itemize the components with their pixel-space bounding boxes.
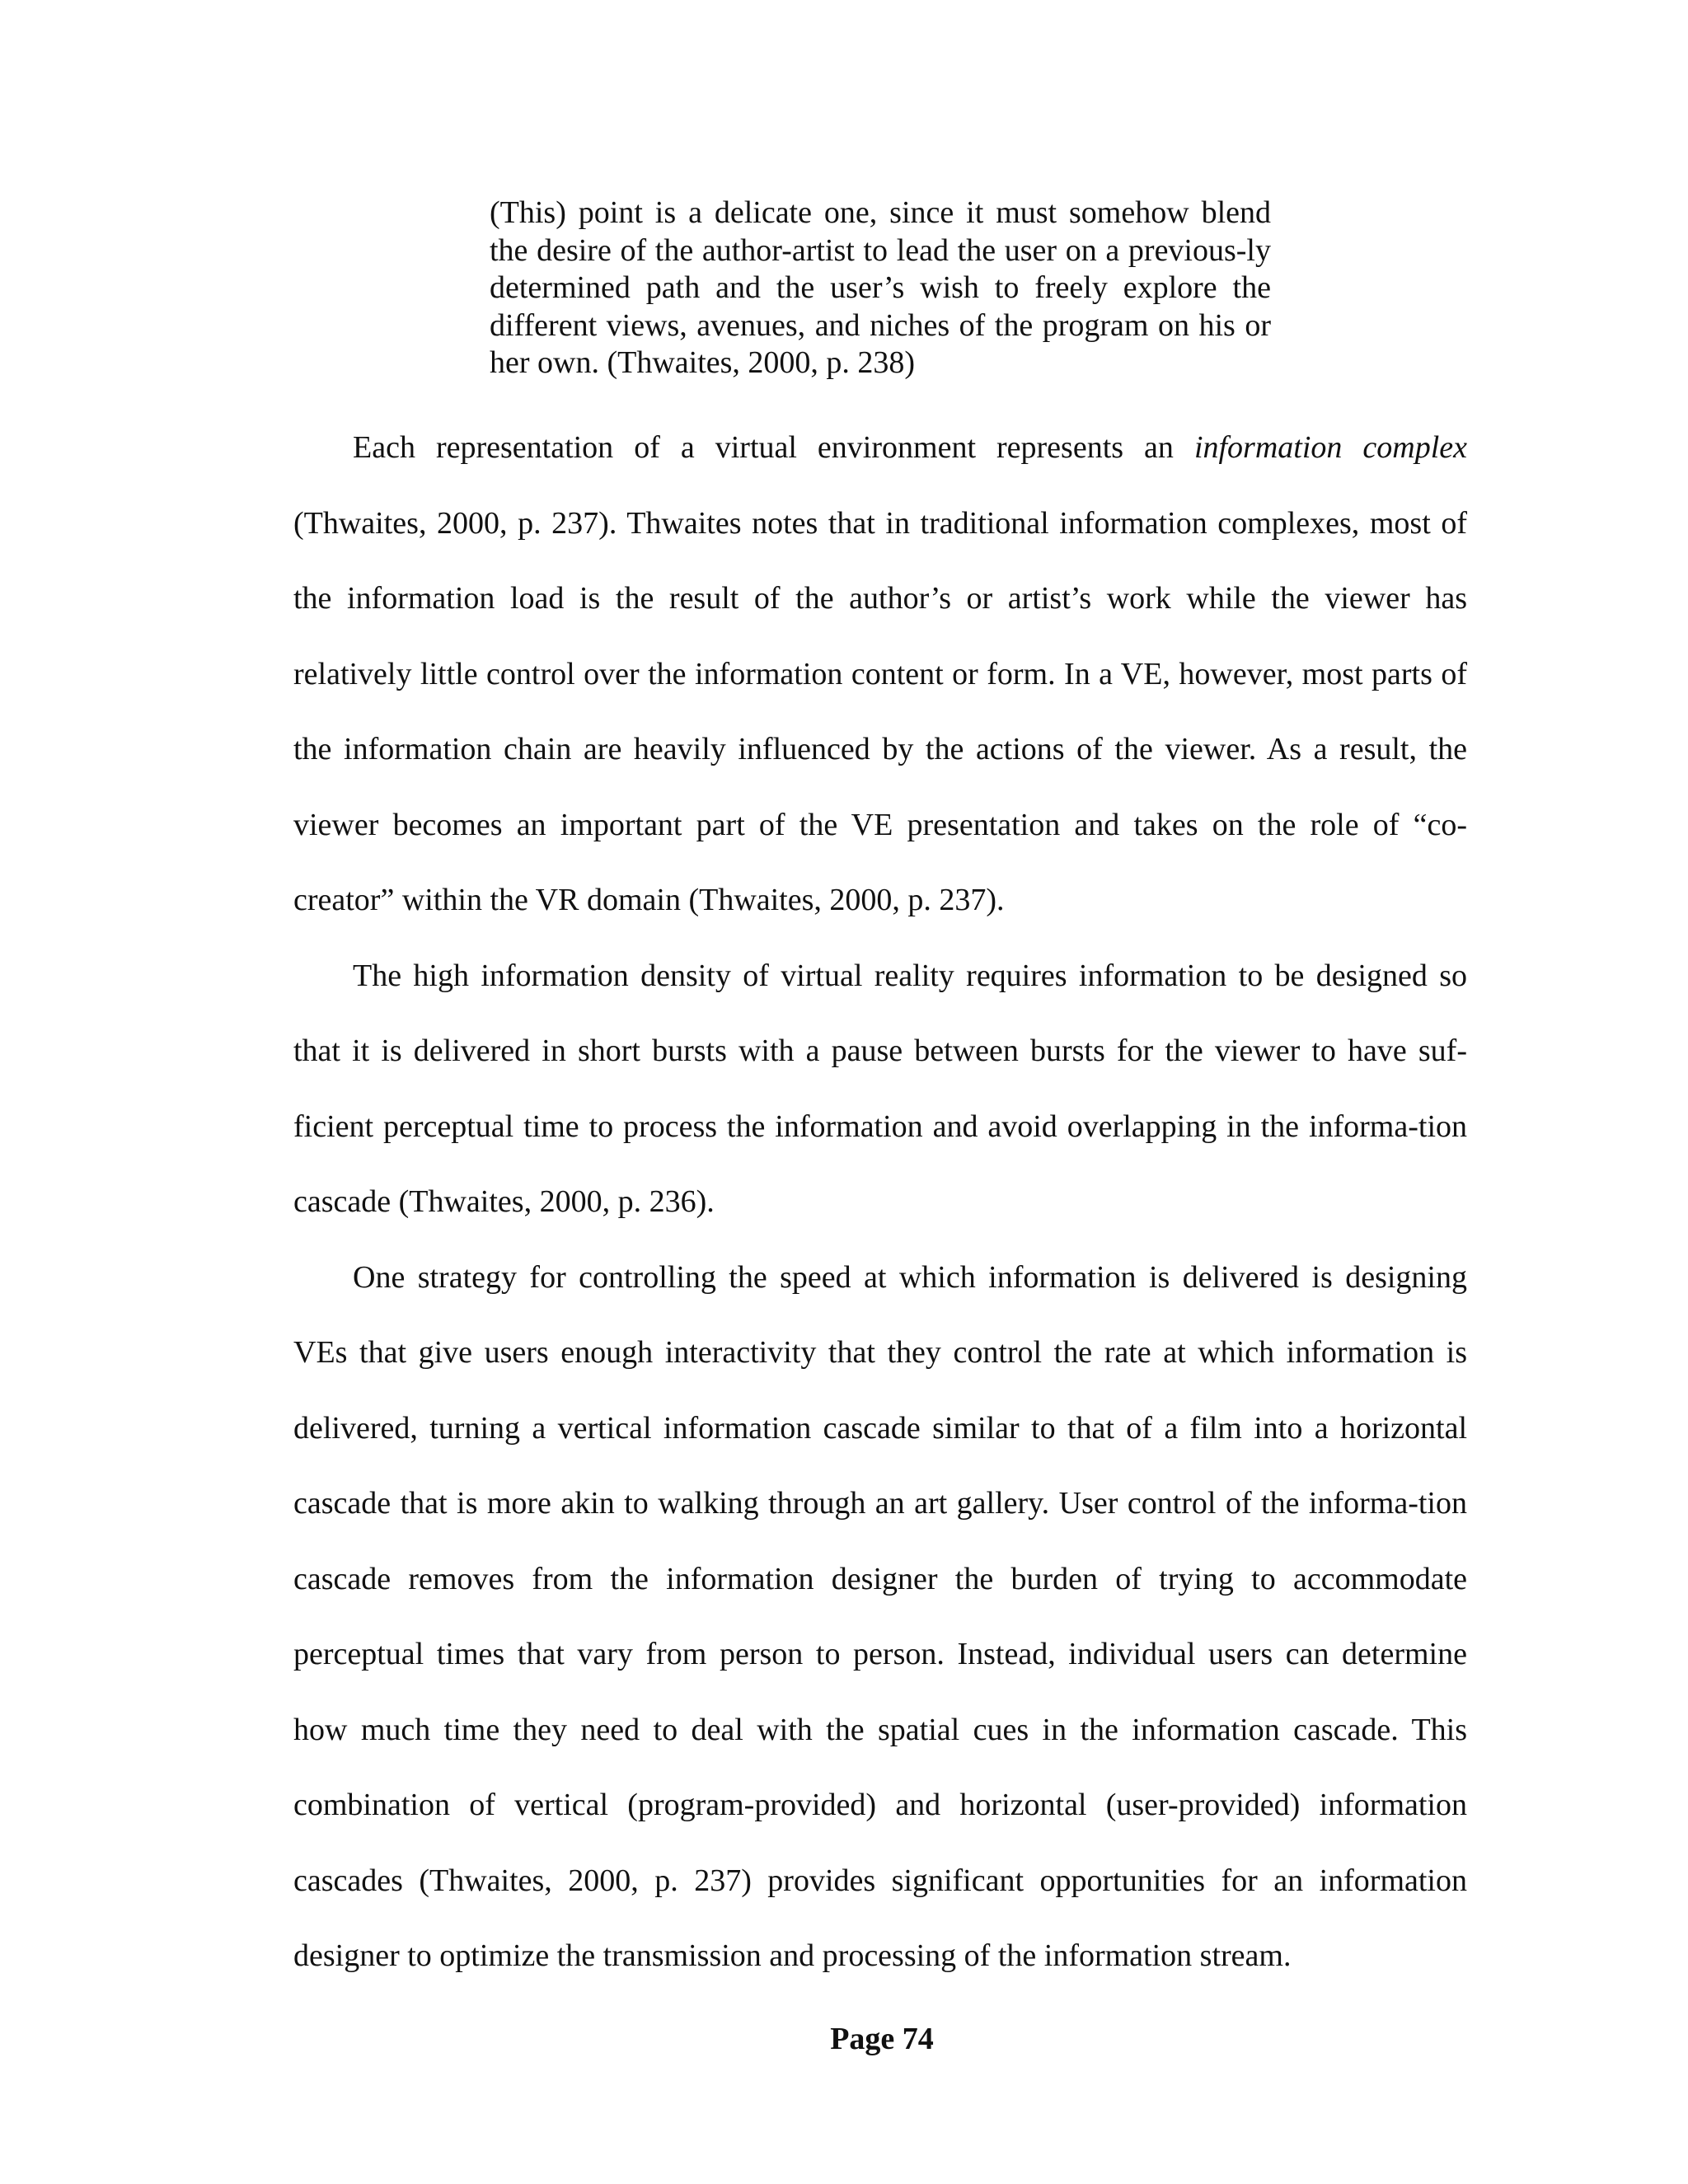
- paragraph-1-lead: Each representation of a virtual environment represents an: [353, 430, 1194, 465]
- body-text: [293, 410, 1467, 1994]
- page-number: Page 74: [830, 2022, 934, 2056]
- paragraph-3: One strategy for controlling the speed at which information is delivered is designing VEs that give users enough interactivity that they control the rate at which information is delivered, turning a vertical information cascade similar to that of a film into a horizontal cascade that is more akin to walking through an art gallery. User control of the informa-tion cascade removes from the information designer the burden of trying to accommodate perceptual times that vary from person to person. Instead, individual users can determine how much time they need to deal with the spatial cues in the information cascade. This combination of vertical (program-provided) and horizontal (user-provided) information cascades (Thwaites, 2000, p. 237) provides significant opportunities for an information designer to optimize the transmission and processing of the information stream.: [293, 1259, 1467, 1973]
- paragraph-1: [293, 410, 1467, 939]
- block-quote: (This) point is a delicate one, since it must somehow blend the desire of the author-artist to lead the user on a previous-ly determined path and the user’s wish to freely explore the different views, avenues, and niches of the program on his or her own. (Thwaites, 2000, p. 238): [490, 195, 1271, 380]
- paragraph-1-emphasis: information complex: [1193, 430, 1468, 465]
- paragraph-2: The high information density of virtual reality requires information to be designed so that it is delivered in short bursts with a pause between bursts for the viewer to have suf-ficient perceptual time to process the information and avoid overlapping in the informa-tion cascade (Thwaites, 2000, p. 236).: [293, 958, 1467, 1219]
- paragraph-1-rest: (Thwaites, 2000, p. 237). Thwaites notes that in traditional information complexes, most of the information load is the result of the author’s or artist’s work while the viewer has relatively little control over the information content or form. In a VE, however, most parts of the information chain are heavily influenced by the actions of the viewer. As a result, the viewer becomes an important part of the VE presentation and takes on the role of “co-creator” within the VR domain (Thwaites, 2000, p. 237).: [293, 505, 1467, 917]
